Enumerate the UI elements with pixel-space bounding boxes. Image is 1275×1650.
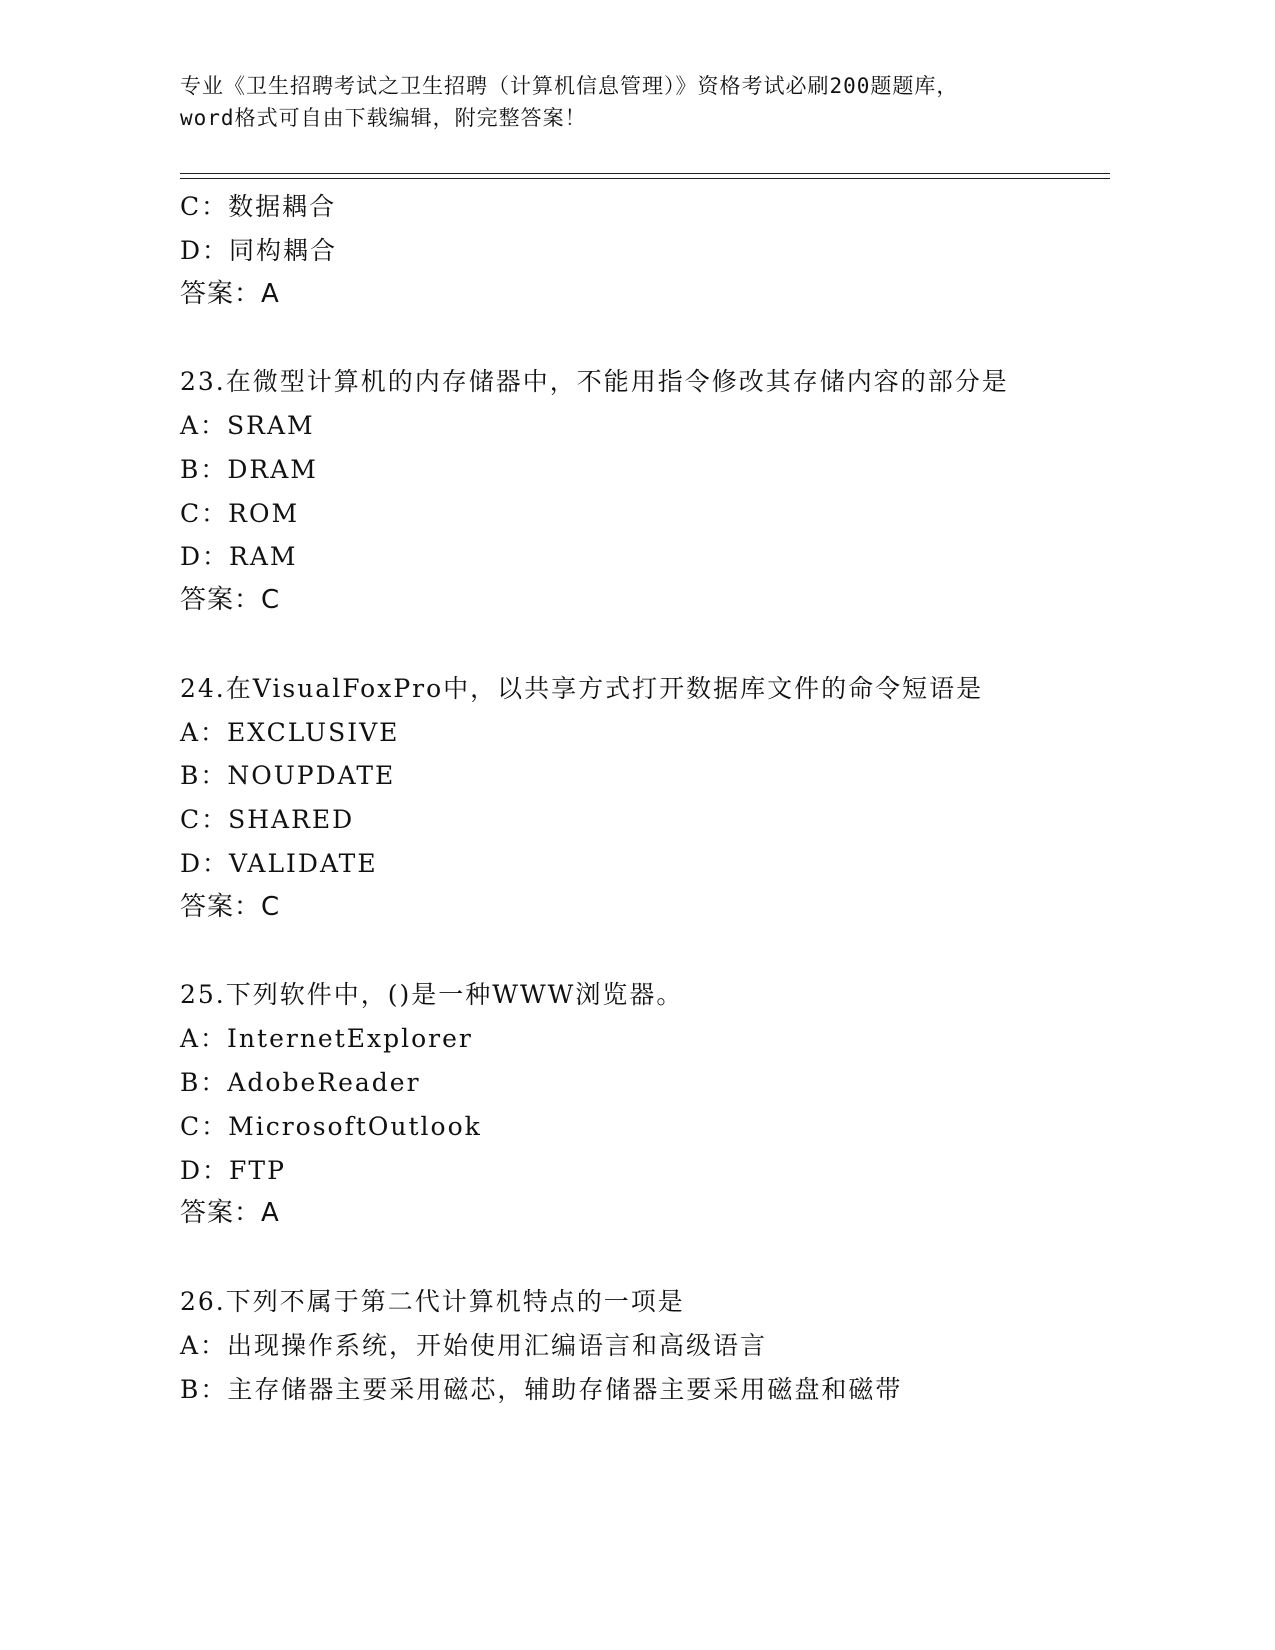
option-a: A：InternetExplorer xyxy=(180,1024,473,1054)
option-c: C：ROM xyxy=(180,498,300,528)
question-23 xyxy=(180,360,1110,623)
header-line-2: word格式可自由下载编辑，附完整答案！ xyxy=(180,106,587,130)
option-b: B：NOUPDATE xyxy=(180,761,396,791)
question-stem: 25.下列软件中，()是一种WWW浏览器。 xyxy=(180,980,684,1010)
option-a: A：EXCLUSIVE xyxy=(180,717,400,747)
question-25 xyxy=(180,973,1110,1236)
page-header xyxy=(180,70,1110,134)
option-d: D：RAM xyxy=(180,542,298,572)
option-a: A：SRAM xyxy=(180,410,315,440)
question-list xyxy=(180,185,1110,1411)
option-d: D：FTP xyxy=(180,1155,286,1185)
answer: 答案：C xyxy=(180,891,281,922)
question-24 xyxy=(180,667,1110,930)
option-c: C：MicrosoftOutlook xyxy=(180,1111,482,1141)
question-26 xyxy=(180,1280,1110,1411)
option-b: B：DRAM xyxy=(180,454,318,484)
question-stem: 24.在VisualFoxPro中，以共享方式打开数据库文件的命令短语是 xyxy=(180,673,984,703)
option-b: B：主存储器主要采用磁芯，辅助存储器主要采用磁盘和磁带 xyxy=(180,1374,903,1404)
question-stem: 26.下列不属于第二代计算机特点的一项是 xyxy=(180,1286,685,1316)
option-d: D：同构耦合 xyxy=(180,235,338,265)
header-divider-bottom xyxy=(180,178,1110,179)
option-b: B：AdobeReader xyxy=(180,1067,421,1097)
answer: 答案：A xyxy=(180,278,280,309)
option-c: C：SHARED xyxy=(180,805,355,835)
answer: 答案：C xyxy=(180,585,281,616)
header-divider-top xyxy=(180,173,1110,174)
question-stem: 23.在微型计算机的内存储器中，不能用指令修改其存储内容的部分是 xyxy=(180,367,1009,397)
question-22-continued xyxy=(180,185,1110,316)
header-line-1: 专业《卫生招聘考试之卫生招聘（计算机信息管理）》资格考试必刷200题题库， xyxy=(180,74,959,98)
option-d: D：VALIDATE xyxy=(180,848,378,878)
option-a: A：出现操作系统，开始使用汇编语言和高级语言 xyxy=(180,1330,768,1360)
answer: 答案：A xyxy=(180,1198,280,1229)
option-c: C：数据耦合 xyxy=(180,192,337,221)
